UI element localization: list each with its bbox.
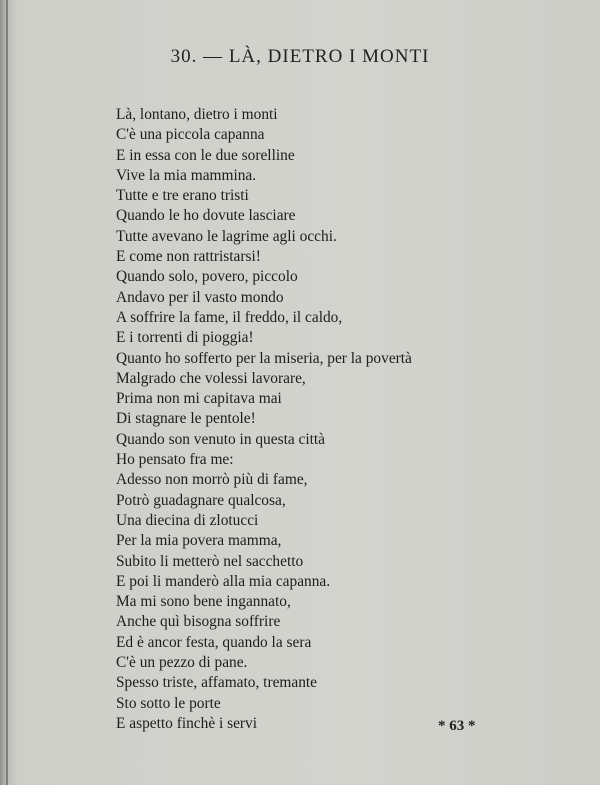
poem-line: Adesso non morrò più di fame,	[116, 471, 308, 489]
poem-line: Tutte avevano le lagrime agli occhi.	[116, 227, 337, 245]
poem-line: Spesso triste, affamato, tremante	[116, 674, 318, 692]
poem-line: Vive la mia mammina.	[116, 166, 257, 184]
poem-line: Quando solo, povero, piccolo	[116, 268, 298, 286]
poem-line: Subito li metterò nel sacchetto	[116, 552, 304, 570]
poem-line: Quanto ho sofferto per la miseria, per la povertà	[116, 349, 412, 367]
poem-line: C'è un pezzo di pane.	[116, 654, 248, 672]
poem-line: Sto sotto le porte	[116, 694, 221, 712]
poem-line: E poi li manderò alla mia capanna.	[116, 572, 331, 590]
poem-line: E aspetto finchè i servi	[116, 714, 258, 732]
page-number: * 63 *	[438, 718, 476, 734]
poem-line: Potrò guadagnare qualcosa,	[116, 491, 286, 509]
poem-line: C'è una piccola capanna	[116, 126, 265, 144]
poem-line: Ho pensato fra me:	[116, 451, 234, 469]
poem-line: E i torrenti di pioggia!	[116, 329, 254, 347]
poem-line: Là, lontano, dietro i monti	[116, 106, 278, 123]
poem-body	[116, 105, 586, 734]
poem-line: Malgrado che volessi lavorare,	[116, 369, 306, 387]
page-spine-shadow	[6, 0, 8, 785]
poem-line: Tutte e tre erano tristi	[116, 187, 249, 205]
poem-line: Di stagnare le pentole!	[116, 410, 256, 428]
poem-line: Quando son venuto in questa città	[116, 430, 326, 448]
poem-line: Prima non mi capitava mai	[116, 390, 282, 408]
poem-line: Ed è ancor festa, quando la sera	[116, 633, 312, 651]
poem-line: Quando le ho dovute lasciare	[116, 207, 296, 225]
poem-line: Per la mia povera mamma,	[116, 532, 282, 550]
poem-line: E come non rattristarsi!	[116, 248, 261, 266]
poem-line: Ma mi sono bene ingannato,	[116, 593, 291, 611]
poem-line: Andavo per il vasto mondo	[116, 288, 284, 306]
poem-line: E in essa con le due sorelline	[116, 146, 295, 164]
poem-title: 30. — LÀ, DIETRO I MONTI	[170, 46, 430, 67]
poem-line: Anche quì bisogna soffrire	[116, 613, 281, 631]
poem-line: Una diecina di zlotucci	[116, 511, 259, 529]
poem-line: A soffrire la fame, il freddo, il caldo,	[116, 308, 343, 326]
